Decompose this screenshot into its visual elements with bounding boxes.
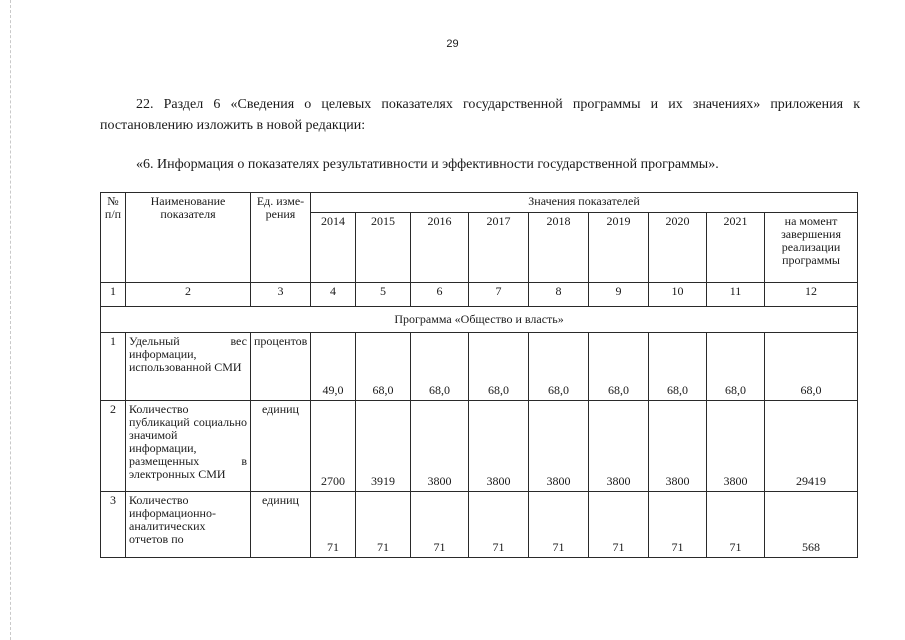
header-year: 2014 (311, 213, 356, 283)
column-number: 12 (765, 283, 858, 307)
value-cell: 3800 (469, 401, 529, 492)
column-number: 11 (707, 283, 765, 307)
column-number: 7 (469, 283, 529, 307)
header-name: Наименование показателя (126, 193, 251, 283)
page-number: 29 (446, 38, 459, 50)
header-year: 2015 (356, 213, 411, 283)
value-cell: 568 (765, 492, 858, 558)
value-cell: 71 (529, 492, 589, 558)
header-year: 2017 (469, 213, 529, 283)
paragraph-amendment-text: 22. Раздел 6 «Сведения о целевых показателях государственной программы и их значениях» приложения к постановлению изложить в новой редакции: (100, 97, 860, 133)
column-number: 4 (311, 283, 356, 307)
column-number: 6 (411, 283, 469, 307)
indicator-name: Удельный вес информации, использованной СМИ (126, 333, 251, 401)
header-unit: Ед. изме-рения (251, 193, 311, 283)
row-num: 1 (101, 333, 126, 401)
header-final: на момент завершения реализации программы (765, 213, 858, 283)
value-cell: 71 (356, 492, 411, 558)
column-numbers-row (101, 283, 858, 307)
indicator-unit: единиц (251, 401, 311, 492)
value-cell: 3800 (707, 401, 765, 492)
value-cell: 68,0 (356, 333, 411, 401)
row-num: 2 (101, 401, 126, 492)
header-year: 2021 (707, 213, 765, 283)
value-cell: 68,0 (469, 333, 529, 401)
scan-margin-line (10, 0, 11, 640)
paragraph-amendment (100, 94, 860, 136)
column-number: 3 (251, 283, 311, 307)
header-year: 2018 (529, 213, 589, 283)
value-cell: 2700 (311, 401, 356, 492)
column-number: 1 (101, 283, 126, 307)
value-cell: 68,0 (707, 333, 765, 401)
indicator-unit: процентов (251, 333, 311, 401)
column-number: 10 (649, 283, 707, 307)
value-cell: 68,0 (649, 333, 707, 401)
table-row (101, 333, 858, 401)
value-cell: 71 (469, 492, 529, 558)
value-cell: 68,0 (411, 333, 469, 401)
indicators-table (100, 192, 858, 558)
value-cell: 3800 (411, 401, 469, 492)
value-cell: 71 (707, 492, 765, 558)
column-number: 8 (529, 283, 589, 307)
indicator-name: Количество информационно-аналитических отчетов по (126, 492, 251, 558)
indicator-unit: единиц (251, 492, 311, 558)
value-cell: 68,0 (589, 333, 649, 401)
program-title: Программа «Общество и власть» (101, 307, 858, 333)
program-title-row (101, 307, 858, 333)
header-year: 2016 (411, 213, 469, 283)
value-cell: 71 (589, 492, 649, 558)
header-num: № п/п (101, 193, 126, 283)
value-cell: 71 (411, 492, 469, 558)
column-number: 2 (126, 283, 251, 307)
value-cell: 3800 (529, 401, 589, 492)
header-values-group: Значения показателей (311, 193, 858, 213)
header-year: 2019 (589, 213, 649, 283)
value-cell: 49,0 (311, 333, 356, 401)
table-row (101, 401, 858, 492)
table-row (101, 492, 858, 558)
value-cell: 3800 (649, 401, 707, 492)
value-cell: 29419 (765, 401, 858, 492)
value-cell: 3800 (589, 401, 649, 492)
header-year: 2020 (649, 213, 707, 283)
value-cell: 68,0 (765, 333, 858, 401)
value-cell: 3919 (356, 401, 411, 492)
column-number: 5 (356, 283, 411, 307)
paragraph-section-title: «6. Информация о показателях результативности и эффективности государственной программы». (136, 157, 719, 172)
row-num: 3 (101, 492, 126, 558)
value-cell: 71 (649, 492, 707, 558)
value-cell: 71 (311, 492, 356, 558)
column-number: 9 (589, 283, 649, 307)
indicator-name: Количество публикаций социально значимой информации, размещенных в электронных СМИ (126, 401, 251, 492)
header-row-1 (101, 193, 858, 213)
value-cell: 68,0 (529, 333, 589, 401)
